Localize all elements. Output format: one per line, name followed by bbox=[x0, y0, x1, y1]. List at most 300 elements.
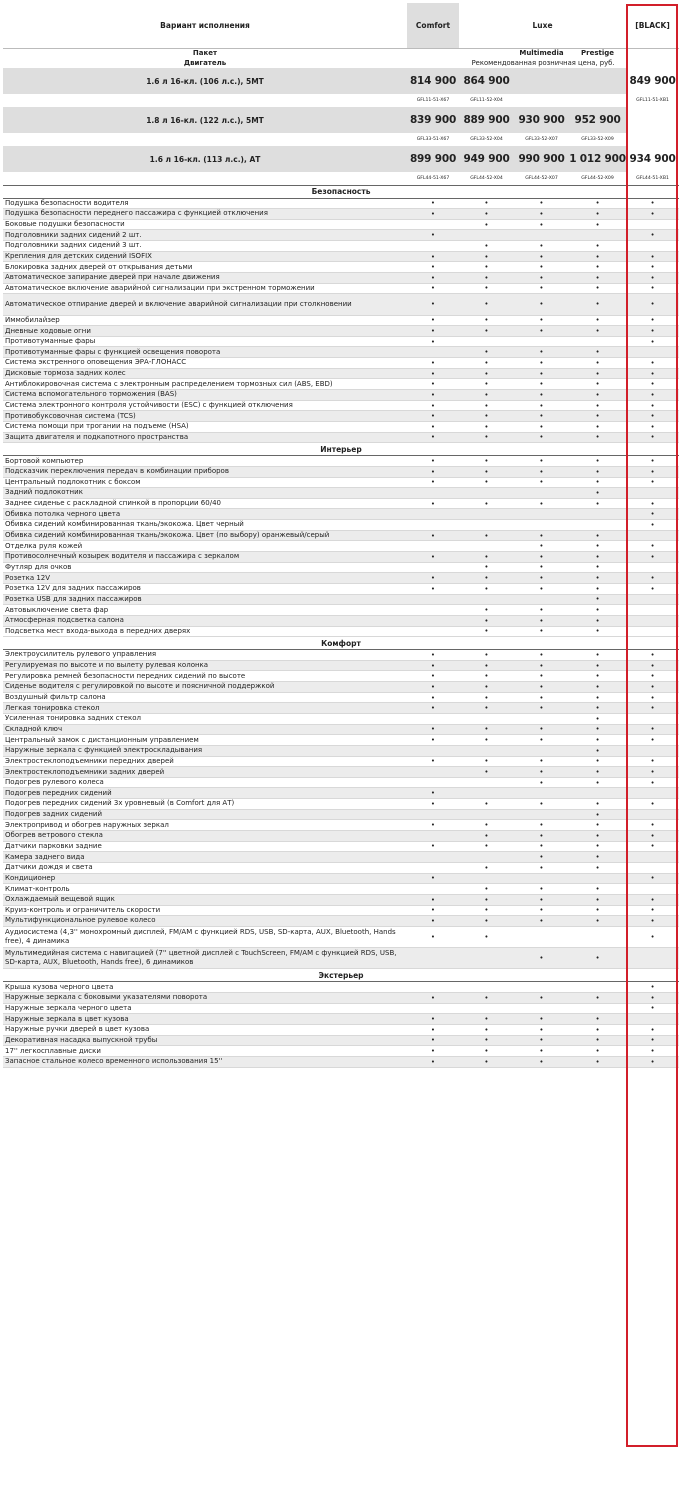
included-mark bbox=[569, 660, 626, 671]
feature-label: Автоматическое отпирание дверей и включение аварийной сигнализации при столкновении bbox=[3, 294, 407, 315]
included-mark bbox=[626, 982, 679, 993]
feature-label: Центральный подлокотник с боксом bbox=[3, 477, 407, 488]
feature-label: Подогрев передних сидений 3х уровневый (в Comfort для АТ) bbox=[3, 799, 407, 810]
empty-cell bbox=[407, 809, 459, 820]
empty-cell bbox=[626, 713, 679, 724]
empty-cell bbox=[626, 745, 679, 756]
included-mark bbox=[569, 562, 626, 573]
included-mark bbox=[569, 1014, 626, 1025]
included-mark bbox=[459, 626, 514, 637]
included-mark bbox=[407, 552, 459, 563]
included-mark bbox=[569, 916, 626, 927]
included-mark bbox=[514, 605, 569, 616]
included-mark bbox=[626, 294, 679, 315]
engine-name: 1.6 л 16-кл. (113 л.с.), АТ bbox=[3, 146, 407, 172]
feature-row bbox=[3, 552, 679, 563]
included-mark bbox=[569, 390, 626, 401]
included-mark bbox=[569, 735, 626, 746]
empty-cell bbox=[626, 788, 679, 799]
feature-label: Автоматическое включение аварийной сигнализации при экстренном торможении bbox=[3, 283, 407, 294]
feature-label: Крыша кузова черного цвета bbox=[3, 982, 407, 993]
code-cell: GFL11-51-X67 bbox=[416, 98, 450, 103]
included-mark bbox=[569, 294, 626, 315]
feature-label: Заднее сиденье с раскладной спинкой в пропорции 60/40 bbox=[3, 498, 407, 509]
included-mark bbox=[407, 294, 459, 315]
feature-row bbox=[3, 456, 679, 467]
empty-cell bbox=[459, 809, 514, 820]
empty-cell bbox=[407, 831, 459, 842]
empty-cell bbox=[569, 520, 626, 531]
empty-cell bbox=[569, 982, 626, 993]
empty-cell bbox=[626, 862, 679, 873]
price-cell: 899 900 bbox=[407, 146, 459, 172]
included-mark bbox=[569, 831, 626, 842]
included-mark bbox=[514, 219, 569, 230]
included-mark bbox=[569, 272, 626, 283]
feature-row bbox=[3, 530, 679, 541]
empty-cell bbox=[407, 745, 459, 756]
empty-cell bbox=[626, 884, 679, 895]
included-mark bbox=[407, 530, 459, 541]
empty-cell bbox=[569, 230, 626, 241]
included-mark bbox=[407, 703, 459, 714]
included-mark bbox=[407, 283, 459, 294]
feature-row bbox=[3, 583, 679, 594]
price-cell bbox=[514, 68, 569, 94]
feature-label: Автовыключение света фар bbox=[3, 605, 407, 616]
feature-label: Система экстренного оповещения ЭРА-ГЛОНАСС bbox=[3, 358, 407, 369]
included-mark bbox=[514, 358, 569, 369]
included-mark bbox=[459, 692, 514, 703]
feature-label: Обогрев ветрового стекла bbox=[3, 831, 407, 842]
included-mark bbox=[626, 692, 679, 703]
feature-label: Иммобилайзер bbox=[3, 315, 407, 326]
included-mark bbox=[407, 841, 459, 852]
feature-row bbox=[3, 477, 679, 488]
included-mark bbox=[459, 767, 514, 778]
feature-row bbox=[3, 358, 679, 369]
included-mark bbox=[407, 198, 459, 209]
included-mark bbox=[569, 809, 626, 820]
price-cell: 949 900 bbox=[459, 146, 514, 172]
empty-cell bbox=[407, 509, 459, 520]
feature-label: Блокировка задних дверей от открывания детьми bbox=[3, 262, 407, 273]
feature-row bbox=[3, 841, 679, 852]
included-mark bbox=[514, 671, 569, 682]
included-mark bbox=[407, 894, 459, 905]
multimedia-header: Multimedia bbox=[519, 49, 564, 58]
included-mark bbox=[569, 456, 626, 467]
empty-cell bbox=[459, 852, 514, 863]
included-mark bbox=[407, 926, 459, 947]
empty-cell bbox=[514, 509, 569, 520]
included-mark bbox=[459, 552, 514, 563]
feature-label: Бортовой компьютер bbox=[3, 456, 407, 467]
included-mark bbox=[407, 905, 459, 916]
empty-cell bbox=[407, 777, 459, 788]
empty-cell bbox=[407, 884, 459, 895]
section-header bbox=[3, 969, 679, 982]
included-mark bbox=[626, 682, 679, 693]
feature-label: Подогрев задних сидений bbox=[3, 809, 407, 820]
included-mark bbox=[407, 671, 459, 682]
included-mark bbox=[626, 650, 679, 661]
empty-cell bbox=[569, 509, 626, 520]
feature-row bbox=[3, 230, 679, 241]
equipment-sheet bbox=[3, 3, 679, 1068]
feature-label: Противосолнечный козырек водителя и пассажира с зеркалом bbox=[3, 552, 407, 563]
included-mark bbox=[626, 230, 679, 241]
feature-row bbox=[3, 198, 679, 209]
feature-label: Датчики дождя и света bbox=[3, 862, 407, 873]
included-mark bbox=[407, 1024, 459, 1035]
feature-row bbox=[3, 400, 679, 411]
empty-cell bbox=[626, 594, 679, 605]
included-mark bbox=[407, 1035, 459, 1046]
included-mark bbox=[626, 541, 679, 552]
feature-row bbox=[3, 272, 679, 283]
included-mark bbox=[514, 326, 569, 337]
feature-row bbox=[3, 432, 679, 443]
price-cell bbox=[626, 107, 679, 133]
included-mark bbox=[626, 1056, 679, 1067]
feature-label: Подголовники задних сидений 2 шт. bbox=[3, 230, 407, 241]
feature-label: Наружные зеркала в цвет кузова bbox=[3, 1014, 407, 1025]
included-mark bbox=[626, 1024, 679, 1035]
empty-cell bbox=[407, 862, 459, 873]
feature-row bbox=[3, 692, 679, 703]
included-mark bbox=[459, 379, 514, 390]
feature-label: Задний подлокотник bbox=[3, 488, 407, 499]
feature-label: Подсказчик переключения передач в комбинации приборов bbox=[3, 466, 407, 477]
included-mark bbox=[407, 660, 459, 671]
feature-label: Электростеклоподъемники задних дверей bbox=[3, 767, 407, 778]
feature-label: Воздушный фильтр салона bbox=[3, 692, 407, 703]
feature-row bbox=[3, 562, 679, 573]
included-mark bbox=[407, 916, 459, 927]
package-row bbox=[3, 48, 679, 58]
included-mark bbox=[459, 562, 514, 573]
equipment-table bbox=[3, 3, 679, 1068]
price-cell bbox=[569, 68, 626, 94]
feature-label: Наружные ручки дверей в цвет кузова bbox=[3, 1024, 407, 1035]
included-mark bbox=[407, 820, 459, 831]
feature-row bbox=[3, 219, 679, 230]
included-mark bbox=[626, 283, 679, 294]
included-mark bbox=[514, 682, 569, 693]
empty-cell bbox=[459, 745, 514, 756]
included-mark bbox=[407, 379, 459, 390]
included-mark bbox=[514, 432, 569, 443]
included-mark bbox=[514, 916, 569, 927]
included-mark bbox=[626, 379, 679, 390]
feature-row bbox=[3, 294, 679, 315]
engine-row bbox=[3, 107, 679, 133]
included-mark bbox=[459, 272, 514, 283]
included-mark bbox=[569, 884, 626, 895]
section-title: Безопасность bbox=[3, 185, 679, 198]
empty-cell bbox=[459, 509, 514, 520]
included-mark bbox=[459, 209, 514, 220]
feature-row bbox=[3, 466, 679, 477]
empty-cell bbox=[407, 1003, 459, 1014]
included-mark bbox=[569, 777, 626, 788]
feature-label: Запасное стальное колесо временного использования 15'' bbox=[3, 1056, 407, 1067]
feature-row bbox=[3, 390, 679, 401]
prestige-header: Prestige bbox=[581, 49, 615, 58]
feature-row bbox=[3, 724, 679, 735]
included-mark bbox=[514, 626, 569, 637]
included-mark bbox=[626, 390, 679, 401]
included-mark bbox=[569, 745, 626, 756]
empty-cell bbox=[407, 948, 459, 969]
included-mark bbox=[569, 209, 626, 220]
empty-cell bbox=[407, 488, 459, 499]
empty-cell bbox=[459, 520, 514, 531]
feature-row bbox=[3, 283, 679, 294]
feature-label: Противотуманные фары bbox=[3, 336, 407, 347]
included-mark bbox=[407, 799, 459, 810]
empty-cell bbox=[626, 852, 679, 863]
included-mark bbox=[569, 477, 626, 488]
included-mark bbox=[569, 713, 626, 724]
empty-cell bbox=[459, 488, 514, 499]
feature-label: Антиблокировочная система с электронным распределением тормозных сил (ABS, EBD) bbox=[3, 379, 407, 390]
included-mark bbox=[514, 400, 569, 411]
included-mark bbox=[514, 1024, 569, 1035]
included-mark bbox=[569, 905, 626, 916]
included-mark bbox=[569, 756, 626, 767]
feature-label: Обивка сидений комбинированная ткань/экокожа. Цвет (по выбору) оранжевый/серый bbox=[3, 530, 407, 541]
empty-cell bbox=[569, 336, 626, 347]
code-spacer bbox=[3, 133, 407, 146]
included-mark bbox=[459, 1014, 514, 1025]
empty-cell bbox=[407, 982, 459, 993]
included-mark bbox=[569, 488, 626, 499]
feature-row bbox=[3, 926, 679, 947]
included-mark bbox=[626, 1003, 679, 1014]
feature-row bbox=[3, 993, 679, 1004]
included-mark bbox=[626, 905, 679, 916]
included-mark bbox=[514, 660, 569, 671]
included-mark bbox=[459, 219, 514, 230]
section-header bbox=[3, 443, 679, 456]
included-mark bbox=[569, 626, 626, 637]
included-mark bbox=[459, 368, 514, 379]
feature-row bbox=[3, 336, 679, 347]
included-mark bbox=[459, 1035, 514, 1046]
empty-cell bbox=[407, 605, 459, 616]
included-mark bbox=[459, 477, 514, 488]
feature-label: Кондиционер bbox=[3, 873, 407, 884]
price-cell: 849 900 bbox=[626, 68, 679, 94]
included-mark bbox=[459, 905, 514, 916]
included-mark bbox=[569, 379, 626, 390]
included-mark bbox=[569, 692, 626, 703]
empty-cell bbox=[626, 809, 679, 820]
feature-row bbox=[3, 615, 679, 626]
included-mark bbox=[514, 421, 569, 432]
included-mark bbox=[626, 315, 679, 326]
included-mark bbox=[626, 272, 679, 283]
included-mark bbox=[626, 777, 679, 788]
feature-label: Отделка руля кожей bbox=[3, 541, 407, 552]
included-mark bbox=[407, 432, 459, 443]
included-mark bbox=[459, 283, 514, 294]
included-mark bbox=[407, 390, 459, 401]
price-cell: 839 900 bbox=[407, 107, 459, 133]
included-mark bbox=[407, 209, 459, 220]
feature-row bbox=[3, 1046, 679, 1057]
included-mark bbox=[626, 756, 679, 767]
feature-label: Сиденье водителя с регулировкой по высоте и поясничной поддержкой bbox=[3, 682, 407, 693]
included-mark bbox=[569, 682, 626, 693]
feature-row bbox=[3, 368, 679, 379]
included-mark bbox=[514, 541, 569, 552]
included-mark bbox=[569, 820, 626, 831]
empty-cell bbox=[626, 530, 679, 541]
empty-cell bbox=[459, 230, 514, 241]
included-mark bbox=[514, 1035, 569, 1046]
feature-row bbox=[3, 573, 679, 584]
empty-cell bbox=[459, 788, 514, 799]
included-mark bbox=[407, 400, 459, 411]
feature-label: Датчики парковки задние bbox=[3, 841, 407, 852]
feature-label: 17'' легкосплавные диски bbox=[3, 1046, 407, 1057]
included-mark bbox=[626, 262, 679, 273]
included-mark bbox=[626, 799, 679, 810]
included-mark bbox=[569, 466, 626, 477]
empty-cell bbox=[514, 809, 569, 820]
included-mark bbox=[459, 583, 514, 594]
feature-label: Подголовники задних сидений 3 шт. bbox=[3, 241, 407, 252]
feature-row bbox=[3, 541, 679, 552]
empty-cell bbox=[626, 605, 679, 616]
included-mark bbox=[407, 682, 459, 693]
included-mark bbox=[569, 241, 626, 252]
included-mark bbox=[459, 530, 514, 541]
feature-label: Мультифункциональное рулевое колесо bbox=[3, 916, 407, 927]
included-mark bbox=[626, 1035, 679, 1046]
feature-label: Система вспомогательного торможения (BAS) bbox=[3, 390, 407, 401]
included-mark bbox=[569, 1046, 626, 1057]
included-mark bbox=[514, 841, 569, 852]
empty-cell bbox=[459, 777, 514, 788]
included-mark bbox=[514, 283, 569, 294]
feature-label: Наружные зеркала с функцией электроскладывания bbox=[3, 745, 407, 756]
included-mark bbox=[459, 724, 514, 735]
feature-row bbox=[3, 1014, 679, 1025]
included-mark bbox=[459, 411, 514, 422]
included-mark bbox=[569, 421, 626, 432]
included-mark bbox=[459, 262, 514, 273]
feature-label: Подогрев передних сидений bbox=[3, 788, 407, 799]
feature-label: Обивка потолка черного цвета bbox=[3, 509, 407, 520]
feature-row bbox=[3, 982, 679, 993]
included-mark bbox=[459, 756, 514, 767]
empty-cell bbox=[569, 926, 626, 947]
included-mark bbox=[514, 209, 569, 220]
black-header: [BLACK] bbox=[626, 3, 679, 48]
included-mark bbox=[407, 993, 459, 1004]
included-mark bbox=[626, 841, 679, 852]
empty-cell bbox=[514, 745, 569, 756]
feature-row bbox=[3, 767, 679, 778]
code-row bbox=[3, 94, 679, 107]
feature-row bbox=[3, 605, 679, 616]
empty-cell bbox=[514, 488, 569, 499]
feature-label: Автоматическое запирание дверей при начале движения bbox=[3, 272, 407, 283]
feature-label: Атмосферная подсветка салона bbox=[3, 615, 407, 626]
feature-label: Мультимедийная система с навигацией (7'' цветной дисплей с TouchScreen, FM/AM с функцией RDS, USB, SD-карта, AUX, Bluetooth, Hands free), 6 динамиков bbox=[3, 948, 407, 969]
empty-cell bbox=[514, 713, 569, 724]
feature-label: Крепления для детских сидений ISOFIX bbox=[3, 251, 407, 262]
included-mark bbox=[514, 498, 569, 509]
included-mark bbox=[407, 573, 459, 584]
included-mark bbox=[569, 993, 626, 1004]
included-mark bbox=[514, 347, 569, 358]
engine-name: 1.8 л 16-кл. (122 л.с.), 5МТ bbox=[3, 107, 407, 133]
empty-cell bbox=[514, 594, 569, 605]
feature-row bbox=[3, 1024, 679, 1035]
code-spacer bbox=[3, 94, 407, 107]
included-mark bbox=[569, 615, 626, 626]
included-mark bbox=[514, 552, 569, 563]
comfort-header: Comfort bbox=[407, 3, 459, 48]
included-mark bbox=[569, 1024, 626, 1035]
empty-cell bbox=[514, 788, 569, 799]
feature-label: Боковые подушки безопасности bbox=[3, 219, 407, 230]
engine-label-row bbox=[3, 58, 679, 68]
included-mark bbox=[569, 671, 626, 682]
included-mark bbox=[514, 477, 569, 488]
included-mark bbox=[626, 358, 679, 369]
empty-cell bbox=[514, 336, 569, 347]
included-mark bbox=[407, 477, 459, 488]
code-cell: GFL33-52-X09 bbox=[581, 137, 614, 142]
feature-label: Центральный замок с дистанционным управлением bbox=[3, 735, 407, 746]
included-mark bbox=[407, 788, 459, 799]
included-mark bbox=[514, 884, 569, 895]
included-mark bbox=[459, 820, 514, 831]
included-mark bbox=[459, 1024, 514, 1035]
feature-row bbox=[3, 251, 679, 262]
section-title: Экстерьер bbox=[3, 969, 679, 982]
included-mark bbox=[407, 368, 459, 379]
feature-row bbox=[3, 626, 679, 637]
included-mark bbox=[407, 411, 459, 422]
feature-row bbox=[3, 520, 679, 531]
feature-row bbox=[3, 809, 679, 820]
price-cell: 930 900 bbox=[514, 107, 569, 133]
included-mark bbox=[514, 456, 569, 467]
code-spacer bbox=[3, 172, 407, 185]
feature-row bbox=[3, 488, 679, 499]
included-mark bbox=[569, 852, 626, 863]
feature-label: Противотуманные фары с функцией освещения поворота bbox=[3, 347, 407, 358]
empty-cell bbox=[459, 873, 514, 884]
included-mark bbox=[514, 251, 569, 262]
included-mark bbox=[514, 905, 569, 916]
included-mark bbox=[459, 1046, 514, 1057]
feature-label: Климат-контроль bbox=[3, 884, 407, 895]
empty-cell bbox=[459, 336, 514, 347]
included-mark bbox=[569, 1035, 626, 1046]
included-mark bbox=[626, 703, 679, 714]
included-mark bbox=[407, 1046, 459, 1057]
feature-label: Аудиосистема (4,3'' монохромный дисплей, FM/AM с функцией RDS, USB, SD-карта, AUX, Bluetooth, Hands free), 4 динамика bbox=[3, 926, 407, 947]
included-mark bbox=[459, 993, 514, 1004]
